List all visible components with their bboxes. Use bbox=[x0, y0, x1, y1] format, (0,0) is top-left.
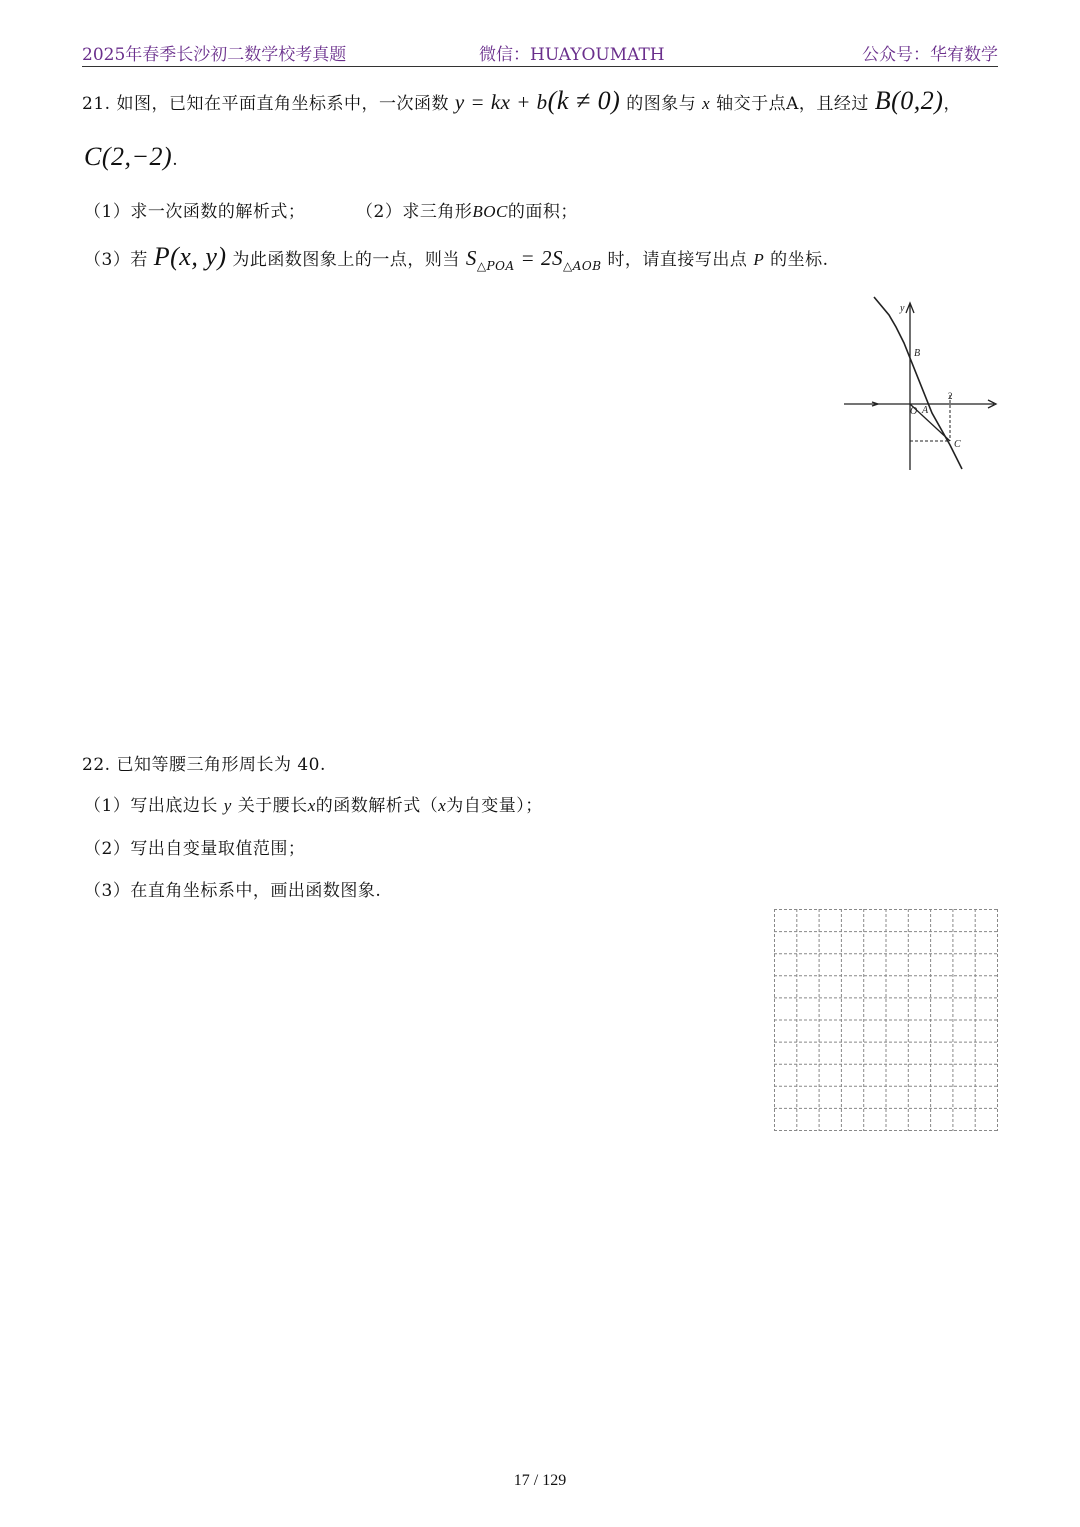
q22-part-1-a: （1）写出底边长 bbox=[84, 796, 218, 816]
q22-x2: x bbox=[438, 796, 447, 815]
q21-number: 21. bbox=[82, 94, 111, 114]
q21-part-2-a: （2）求三角形 bbox=[356, 202, 473, 222]
header-wechat: 微信：HUAYOUMATH bbox=[479, 45, 665, 65]
q22-stem: 已知等腰三角形周长为 40. bbox=[116, 755, 326, 775]
fig-label-b: B bbox=[914, 348, 921, 359]
header-title: 2025年春季长沙初二数学校考真题 bbox=[82, 45, 347, 65]
q21-boc: BOC bbox=[472, 202, 508, 221]
q21-area-eq: = 2S bbox=[520, 246, 563, 270]
q22-part-3 bbox=[84, 876, 381, 901]
fig-label-o: O bbox=[910, 406, 918, 417]
q21-part-3-a: （3）若 bbox=[84, 250, 148, 270]
q22-part-1-c: 的函数解析式（ bbox=[315, 796, 439, 816]
q21-figure bbox=[842, 295, 1002, 475]
q22-x: x bbox=[307, 796, 316, 815]
q21-comma: ， bbox=[943, 94, 961, 114]
q21-line-2 bbox=[84, 142, 178, 172]
q21-part-3-c: 时，请直接写出点 bbox=[607, 250, 748, 270]
q21-part-3-b: 为此函数图象上的一点，则当 bbox=[232, 250, 460, 270]
q22-part-3-text: （3）在直角坐标系中，画出函数图象. bbox=[84, 881, 382, 901]
fig-label-c: C bbox=[954, 439, 961, 450]
q21-function: y = kx + b bbox=[454, 90, 548, 114]
q21-intro-a: 如图，已知在平面直角坐标系中，一次函数 bbox=[116, 94, 449, 114]
q22-line-1 bbox=[82, 750, 326, 775]
q21-point-p: P(x, y) bbox=[153, 242, 227, 271]
q21-part-3 bbox=[84, 242, 829, 273]
q21-condition: (k ≠ 0) bbox=[547, 86, 621, 115]
q21-area-s1: S bbox=[465, 246, 477, 270]
q21-part-2-b: 的面积； bbox=[507, 202, 578, 222]
q22-part-1 bbox=[84, 791, 543, 816]
fig-label-a: A bbox=[922, 405, 929, 416]
q21-part-3-d: 的坐标. bbox=[770, 250, 829, 270]
q21-part-1 bbox=[84, 197, 305, 222]
q21-line-1 bbox=[82, 86, 961, 116]
function-line bbox=[874, 297, 962, 469]
fig-label-y: y bbox=[900, 303, 905, 314]
q21-x: x bbox=[702, 94, 711, 113]
q21-area-sub2: △AOB bbox=[562, 259, 602, 273]
q21-p-letter: P bbox=[753, 250, 765, 269]
fig-label-two: 2 bbox=[948, 391, 953, 401]
q21-intro-c: 轴交于点A，且经过 bbox=[716, 94, 869, 114]
q22-y: y bbox=[223, 796, 232, 815]
q22-part-1-b: 关于腰长 bbox=[237, 796, 308, 816]
q21-point-c: C(2,−2) bbox=[84, 142, 173, 171]
q22-part-2-text: （2）写出自变量取值范围； bbox=[84, 839, 306, 859]
page-header bbox=[82, 38, 998, 67]
q21-point-b: B(0,2) bbox=[874, 86, 944, 115]
page-number: 17 / 129 bbox=[513, 1472, 567, 1489]
q22-number: 22. bbox=[82, 755, 111, 775]
q22-part-2 bbox=[84, 834, 305, 859]
q21-intro-b: 的图象与 bbox=[626, 94, 697, 114]
answer-grid bbox=[774, 909, 998, 1131]
q21-part-1-text: （1）求一次函数的解析式； bbox=[84, 202, 306, 222]
header-account: 公众号：华宥数学 bbox=[862, 45, 998, 65]
q22-part-1-d: 为自变量）； bbox=[446, 796, 543, 816]
q21-period: . bbox=[172, 150, 179, 170]
q21-area-sub1: △POA bbox=[476, 259, 515, 273]
q21-part-2 bbox=[356, 197, 578, 222]
